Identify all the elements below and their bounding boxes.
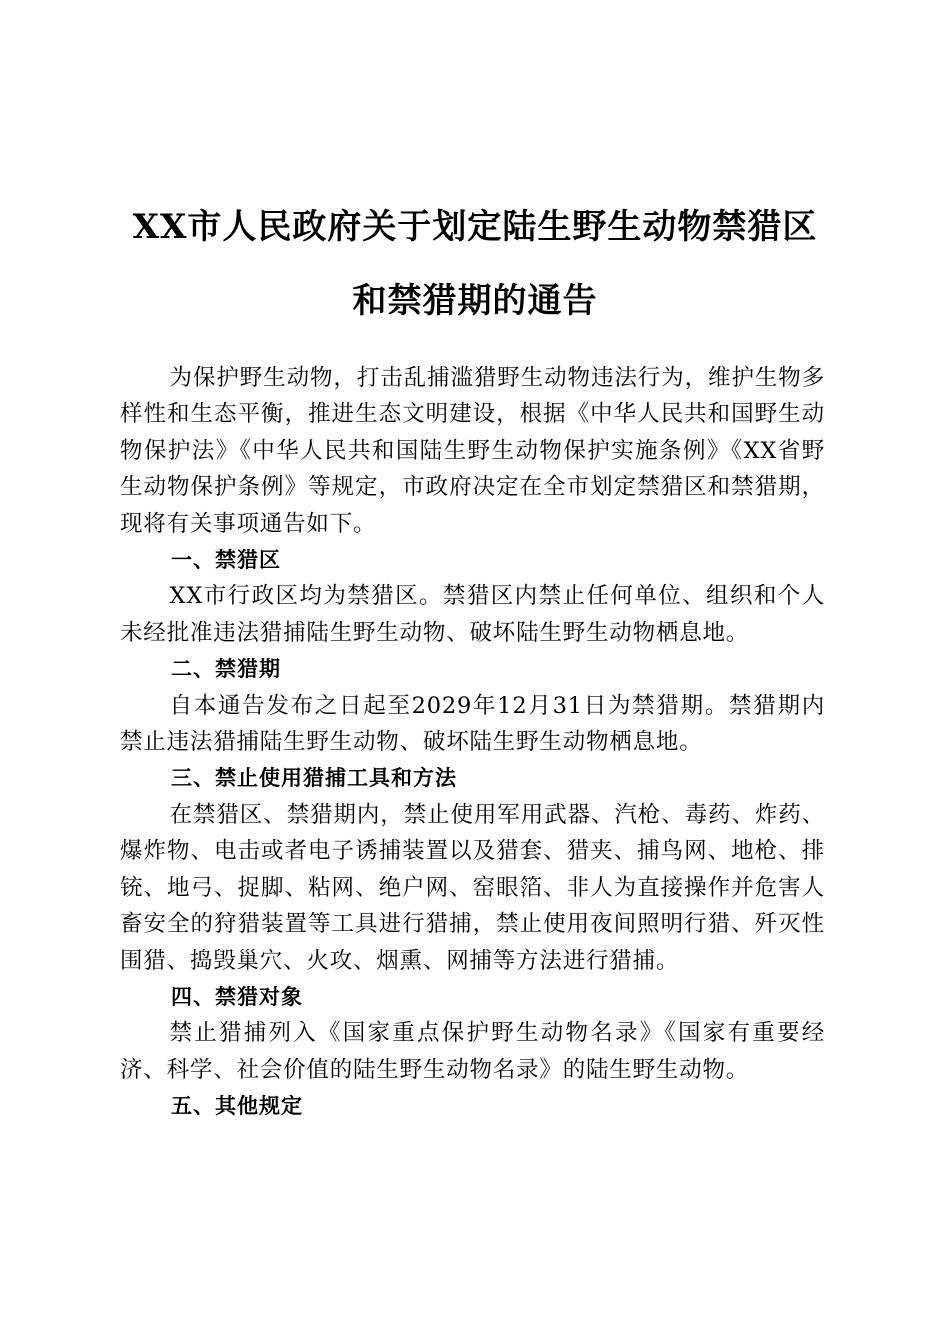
document-body	[120, 360, 825, 1125]
section-text-prohibited-tools: 在禁猎区、禁猎期内，禁止使用军用武器、汽枪、毒药、炸药、爆炸物、电击或者电子诱捕装置以及猎套、猎夹、捕鸟网、地枪、排铳、地弓、捉脚、粘网、绝户网、窑眼箔、非人为直接操作并危害人畜安全的狩猎装置等工具进行猎捕，禁止使用夜间照明行猎、歼灭性围猎、捣毁巢穴、火攻、烟熏、网捕等方法进行猎捕。	[120, 801, 825, 974]
section-heading-other-provisions: 五、其他规定	[171, 1094, 303, 1119]
section-heading-prohibited-tools: 三、禁止使用猎捕工具和方法	[171, 766, 457, 791]
section-text-hunting-zone: XX市行政区均为禁猎区。禁猎区内禁止任何单位、组织和个人未经批准违法猎捕陆生野生动物、破坏陆生野生动物栖息地。	[120, 583, 825, 646]
section-heading-protected-species: 四、禁猎对象	[171, 984, 303, 1009]
intro-paragraph: 为保护野生动物，打击乱捕滥猎野生动物违法行为，维护生物多样性和生态平衡，推进生态文明建设，根据《中华人民共和国野生动物保护法》《中华人民共和国陆生野生动物保护实施条例》《XX省野生动物保护条例》等规定，市政府决定在全市划定禁猎区和禁猎期，现将有关事项通告如下。	[120, 365, 825, 537]
section-text-hunting-period: 自本通告发布之日起至2029年12月31日为禁猎期。禁猎期内禁止违法猎捕陆生野生动物、破坏陆生野生动物栖息地。	[120, 692, 825, 756]
section-text-protected-species: 禁止猎捕列入《国家重点保护野生动物名录》《国家有重要经济、科学、社会价值的陆生野生动物名录》的陆生野生动物。	[120, 1020, 825, 1083]
title-line-1: XX市人民政府关于划定陆生野生动物禁猎区	[132, 207, 818, 247]
section-heading-hunting-period: 二、禁猎期	[171, 657, 281, 682]
document-title	[118, 190, 832, 338]
section-heading-hunting-zone: 一、禁猎区	[171, 548, 281, 573]
title-line-2: 和禁猎期的通告	[352, 281, 598, 321]
